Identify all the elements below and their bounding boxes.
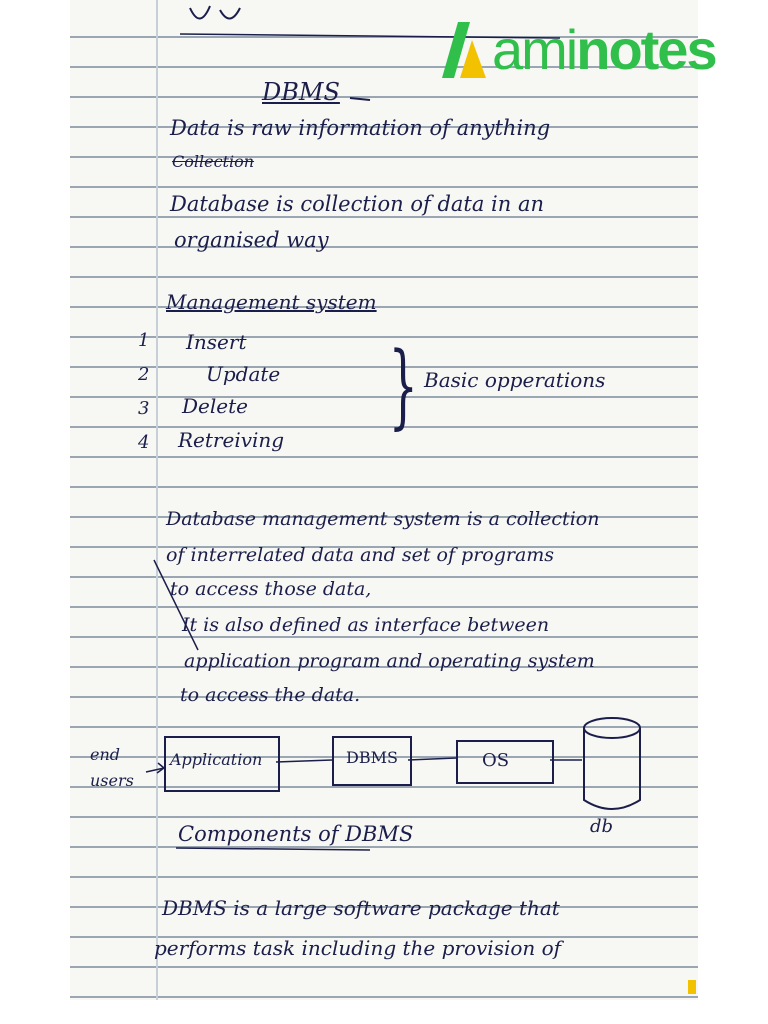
logo-mark-icon bbox=[442, 20, 486, 80]
dbms-definition-line3: to access those data, bbox=[170, 578, 372, 600]
op-label-1: Insert bbox=[186, 330, 247, 354]
brace-icon: } bbox=[388, 332, 418, 439]
dbms-box-label: DBMS bbox=[346, 748, 398, 767]
page-title: DBMS bbox=[262, 78, 340, 106]
dbms-definition-line2: of interrelated data and set of programs bbox=[166, 544, 555, 566]
op-label-4: Retreiving bbox=[178, 428, 285, 452]
op-label-3: Delete bbox=[182, 394, 248, 418]
paragraph-line2: performs task including the provision of bbox=[154, 936, 562, 960]
dbms-definition-line4: It is also defined as interface between bbox=[182, 614, 550, 636]
db-label: db bbox=[590, 816, 614, 837]
op-num-3: 3 bbox=[138, 398, 150, 419]
op-label-2: Update bbox=[206, 362, 281, 386]
data-definition: Data is raw information of anything bbox=[170, 116, 551, 140]
op-num-4: 4 bbox=[138, 432, 150, 453]
os-box-label: OS bbox=[482, 750, 510, 771]
notebook-page bbox=[70, 0, 698, 1000]
application-label: Application bbox=[170, 750, 263, 769]
logo-text: aminotes bbox=[492, 18, 716, 81]
components-heading: Components of DBMS bbox=[178, 822, 414, 846]
paragraph-line1: DBMS is a large software package that bbox=[162, 896, 560, 920]
dbms-definition-line1: Database management system is a collection bbox=[166, 508, 600, 530]
management-heading: Management system bbox=[166, 290, 377, 314]
aminotes-logo bbox=[442, 14, 716, 86]
database-definition-line2: organised way bbox=[174, 228, 329, 252]
op-num-1: 1 bbox=[138, 330, 150, 351]
op-num-2: 2 bbox=[138, 364, 150, 385]
dbms-definition-line6: to access the data. bbox=[180, 684, 361, 706]
database-definition-line1: Database is collection of data in an bbox=[170, 192, 545, 216]
page-edge-marker bbox=[688, 980, 696, 994]
end-users-label: end users bbox=[90, 745, 134, 790]
diagram-lines bbox=[70, 0, 698, 1000]
collection-struck: Collection bbox=[172, 152, 255, 171]
dbms-definition-line5: application program and operating system bbox=[184, 650, 595, 672]
basic-operations-label: Basic opperations bbox=[424, 368, 606, 392]
